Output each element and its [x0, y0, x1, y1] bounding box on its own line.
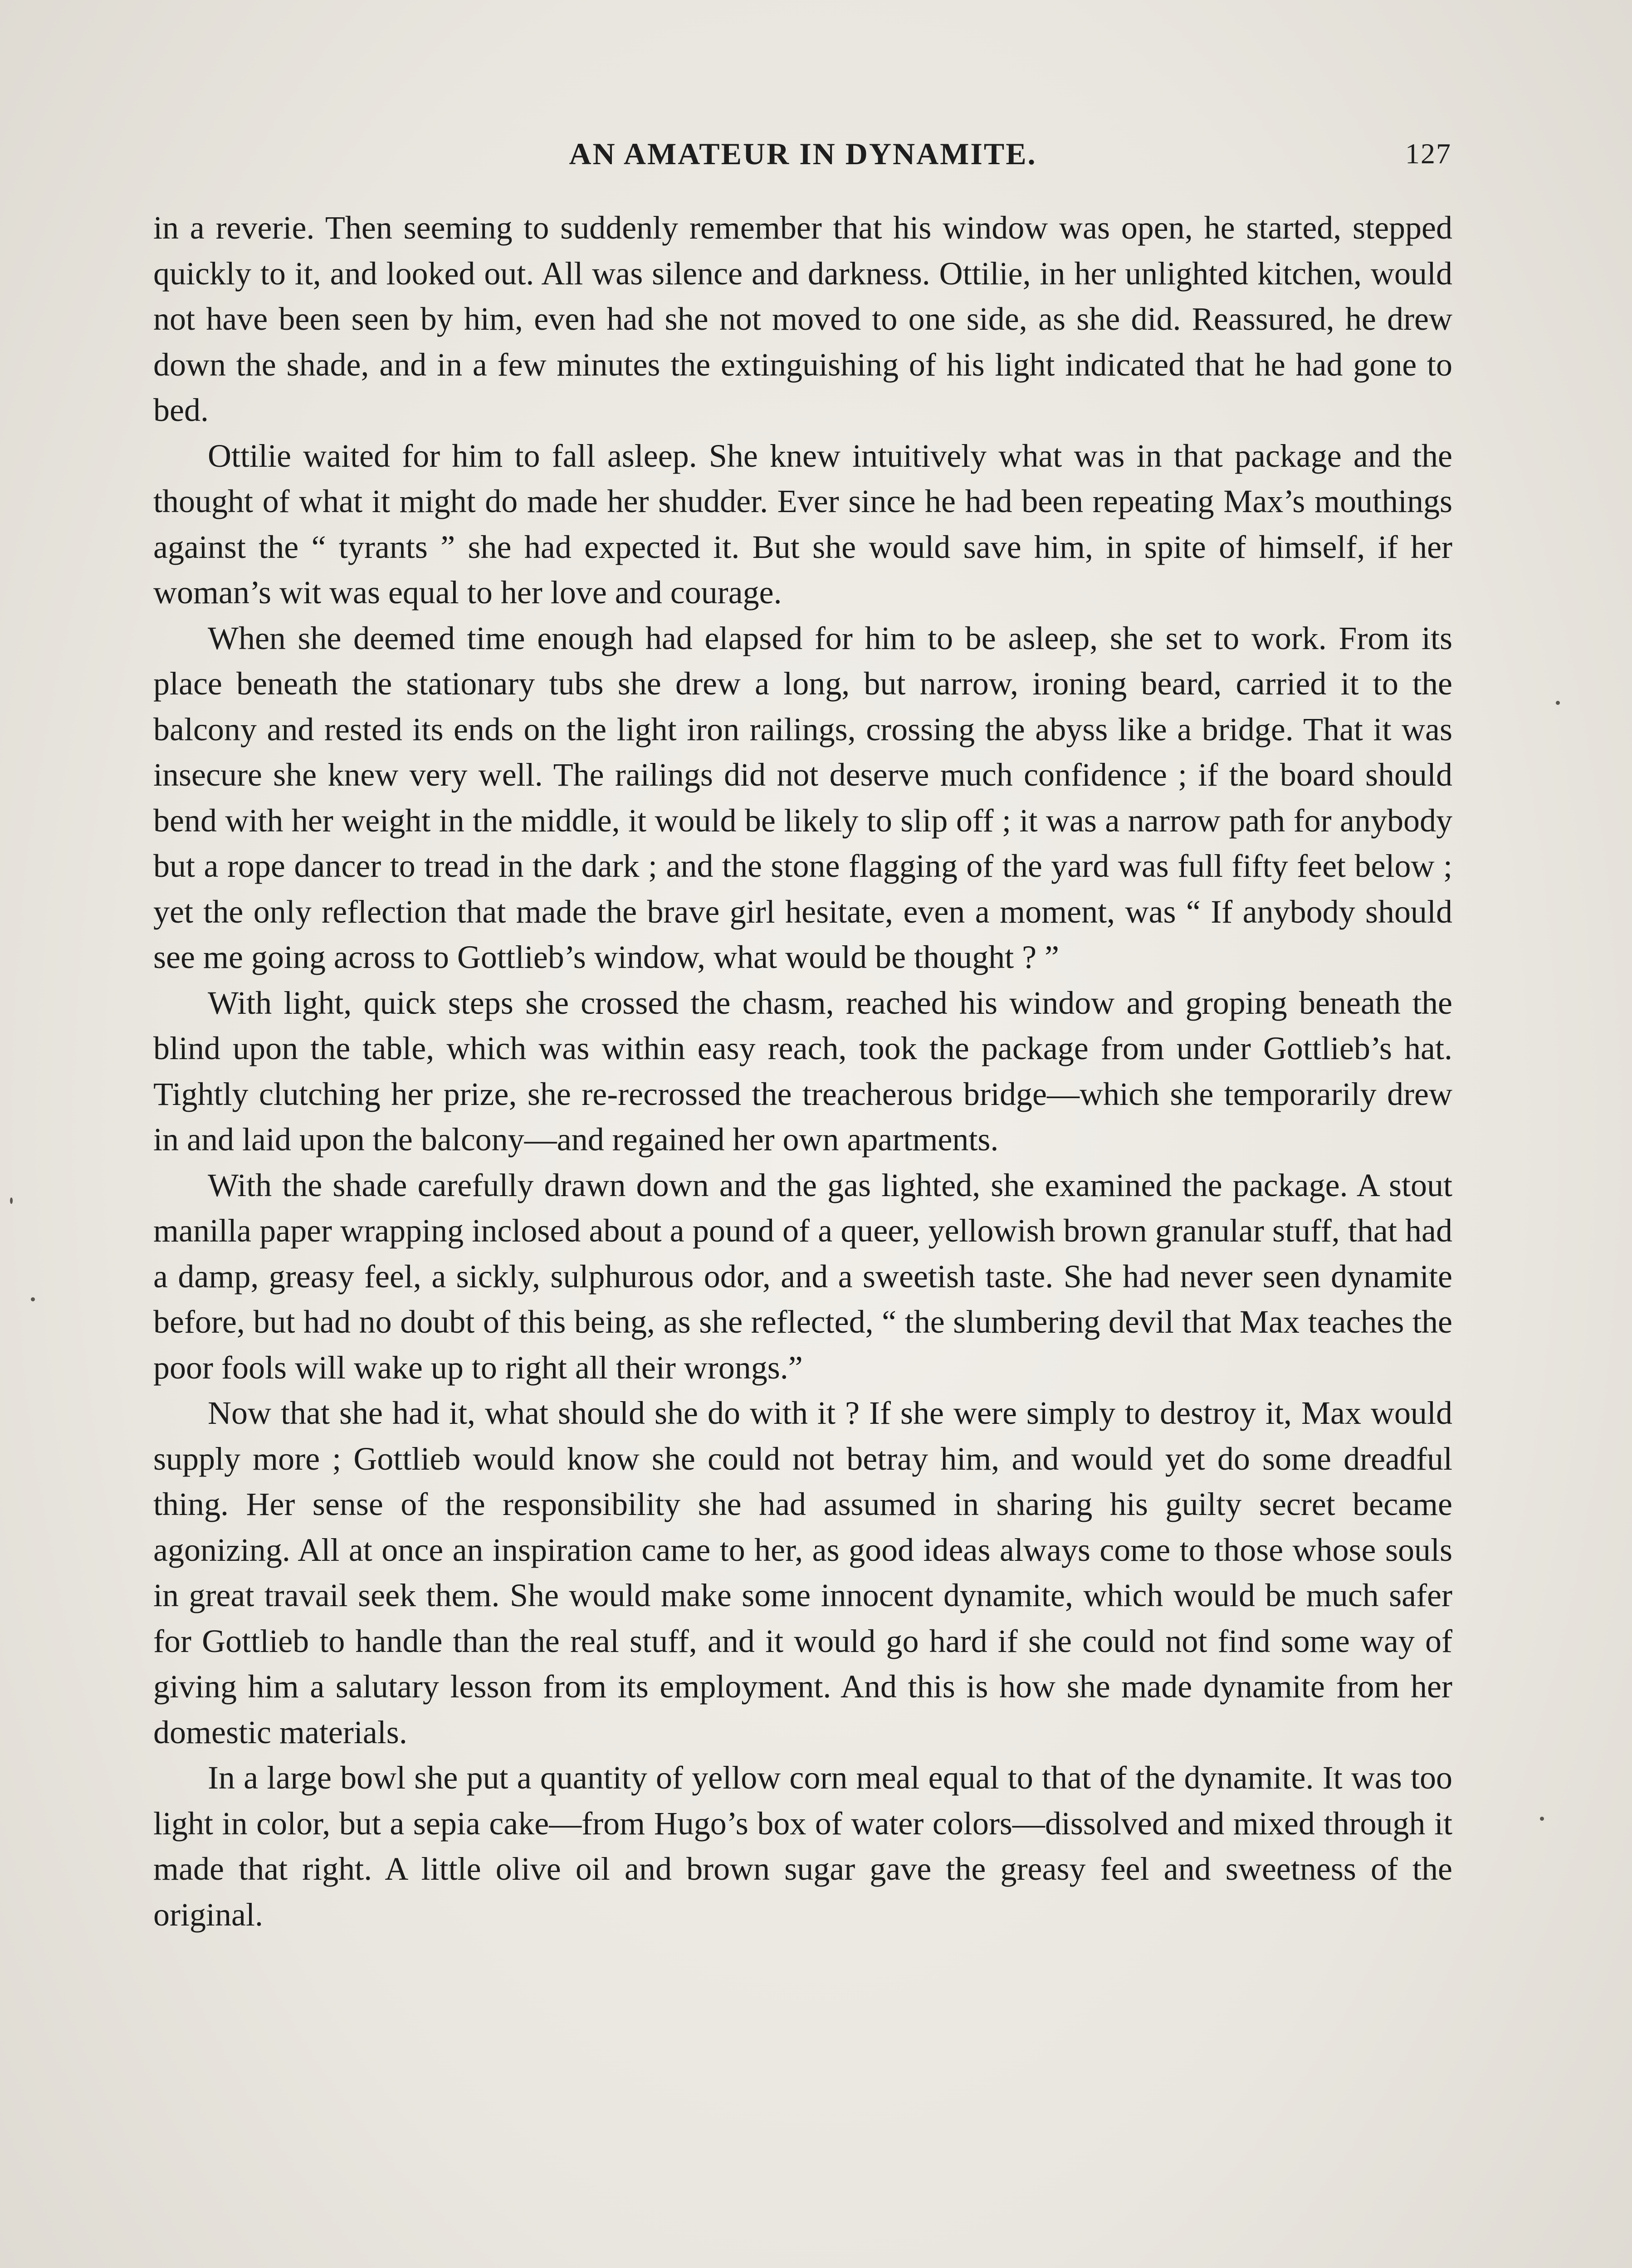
paragraph-3: When she deemed time enough had elapsed for him to be asleep, she set to work. From its place beneath the stationary tubs she drew a long, but narrow, ironing beard, carried it to the balcony and rested its ends on the light iron railings, crossing the abyss like a bridge. That it was insecure she knew very well. The railings did not deserve much confidence ; if the board should bend with her weight in the middle, it would be likely to slip off ; it was a narrow path for anybody but a rope dancer to tread in the dark ; and the stone flagging of the yard was full fifty feet below ; yet the only reflection that made the brave girl hesitate, even a moment, was “ If anybody should see me going across to Gottlieb’s window, what would be thought ? ” — [153, 620, 1452, 975]
paper-speck — [10, 1198, 13, 1204]
paragraph-4: With light, quick steps she crossed the chasm, reached his window and groping beneath the blind upon the table, which was within easy reach, took the package from under Gottlieb’s hat. Tightly clutching her prize, she re-recrossed the treacherous bridge—which she temporarily drew in and laid upon the balcony—and regained her own apartments. — [153, 984, 1452, 1158]
paragraph-5: With the shade carefully drawn down and the gas lighted, she examined the package. A stout manilla paper wrapping inclosed about a pound of a queer, yellowish brown granular stuff, that had a damp, greasy feel, a sickly, sulphurous odor, and a sweetish taste. She had never seen dynamite before, but had no doubt of this being, as she reflected, “ the slumbering devil that Max teaches the poor fools will wake up to right all their wrongs.” — [153, 1167, 1452, 1386]
running-title: AN AMATEUR IN DYNAMITE. — [569, 137, 1037, 171]
body-text — [153, 205, 1452, 1937]
page-number: 127 — [1405, 137, 1451, 170]
paragraph-2: Ottilie waited for him to fall asleep. She knew intuitively what was in that package and the thought of what it might do made her shudder. Ever since he had been repeating Max’s mouthings against the “ tyrants ” she had expected it. But she would save him, in spite of himself, if her woman’s wit was equal to her love and courage. — [153, 437, 1452, 611]
paper-speck — [1540, 1817, 1544, 1821]
paragraph-7: In a large bowl she put a quantity of yellow corn meal equal to that of the dynamite. It was too light in color, but a sepia cake—from Hugo’s box of water colors—dissolved and mixed through it made that right. A little olive oil and brown sugar gave the greasy feel and sweetness of the original. — [153, 1760, 1452, 1933]
running-head — [154, 136, 1451, 186]
paper-speck — [31, 1297, 35, 1301]
paragraph-6: Now that she had it, what should she do with it ? If she were simply to destroy it, Max would supply more ; Gottlieb would know she could not betray him, and would yet do some dreadful thing. Her sense of the responsibility she had assumed in sharing his guilty secret became agonizing. All at once an inspiration came to her, as good ideas always come to those whose souls in great travail seek them. She would make some innocent dynamite, which would be much safer for Gottlieb to handle than the real stuff, and it would go hard if she could not find some way of giving him a salutary lesson from its employment. And this is how she made dynamite from her domestic materials. — [153, 1395, 1452, 1750]
paragraph-1: in a reverie. Then seeming to suddenly remember that his window was open, he started, stepped quickly to it, and looked out. All was silence and darkness. Ottilie, in her unlighted kitchen, would not have been seen by him, even had she not moved to one side, as she did. Reassured, he drew down the shade, and in a few minutes the extinguishing of his light indicated that he had gone to bed. — [153, 210, 1452, 428]
paper-speck — [1556, 701, 1560, 705]
